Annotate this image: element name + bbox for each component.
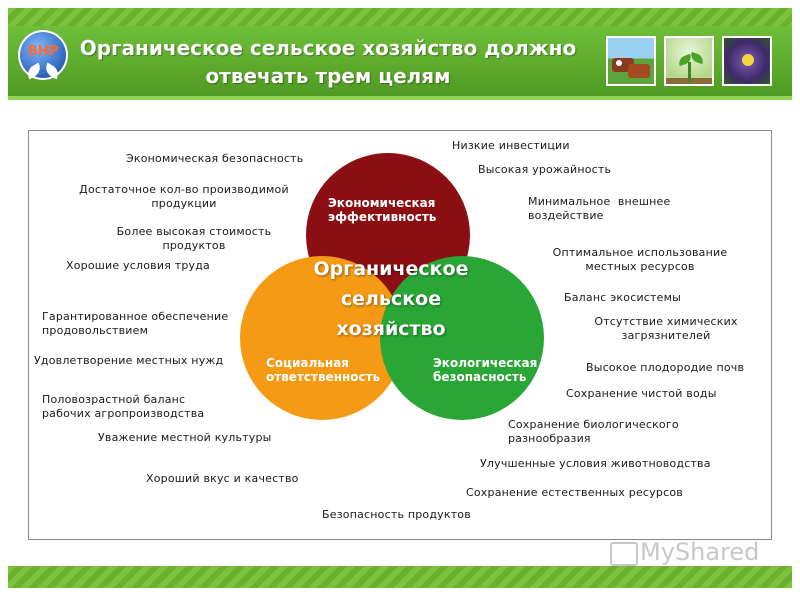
- ecological-label: Экологическая безопасность: [433, 356, 538, 384]
- presentation-icon: [610, 542, 638, 566]
- left-item: Хороший вкус и качество: [146, 472, 299, 485]
- right-item: Оптимальное использование местных ресурсов: [552, 246, 728, 273]
- left-item: Гарантированное обеспечение продовольствием: [42, 310, 229, 337]
- watermark: MyShared: [640, 538, 760, 566]
- left-item: Достаточное кол-во производимой продукции: [79, 183, 289, 210]
- bottom-item: Безопасность продуктов: [322, 508, 471, 521]
- right-item: Высокая урожайность: [478, 163, 612, 176]
- right-item: Минимальное внешнее воздействие: [528, 195, 671, 222]
- title-line-2: отвечать трем целям: [205, 64, 451, 88]
- bottom-stripe: [8, 566, 792, 588]
- title-line-1: Органическое сельское хозяйство должно: [79, 36, 577, 60]
- left-item: Более высокая стоимость продуктов: [116, 225, 272, 252]
- right-item: Сохранение биологического разнообразия: [508, 418, 679, 445]
- right-item: Низкие инвестиции: [452, 139, 570, 152]
- right-item: Баланс экосистемы: [564, 291, 682, 304]
- left-item: Уважение местной культуры: [98, 431, 272, 444]
- right-item: Улучшенные условия животноводства: [480, 457, 711, 470]
- left-item: Удовлетворение местных нужд: [34, 354, 224, 367]
- right-item: Отсутствие химических загрязнителей: [594, 315, 738, 342]
- social-label: Социальная ответственность: [266, 356, 381, 384]
- economic-label: Экономическая эффективность: [328, 196, 437, 224]
- right-item: Высокое плодородие почв: [586, 361, 745, 374]
- center-label: Органическое сельское хозяйство: [313, 258, 469, 340]
- right-item: Сохранение естественных ресурсов: [466, 486, 683, 499]
- right-item: Сохранение чистой воды: [566, 387, 717, 400]
- left-item: Хорошие условия труда: [66, 259, 210, 272]
- left-item: Половозрастной баланс рабочих агропроизводства: [42, 393, 205, 420]
- left-item: Экономическая безопасность: [126, 152, 304, 165]
- logo-text: ВНР: [27, 44, 59, 59]
